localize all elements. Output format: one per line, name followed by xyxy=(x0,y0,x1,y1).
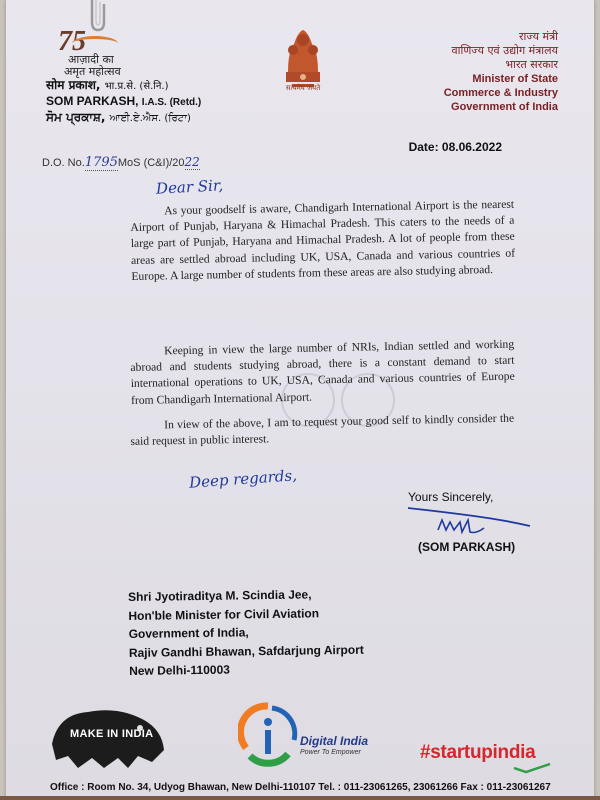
signature-icon xyxy=(404,502,534,540)
azadi-logo-number: 75 xyxy=(58,26,86,57)
do-number-prefix: D.O. No. xyxy=(42,157,85,169)
body-paragraph-1: As your goodself is aware, Chandigarh International Airport is the nearest Airport of Punjab, Haryana & Himachal Pradesh. This caters to the needs of a large part of Punjab, Haryana and Himachal Pradesh. A lot of people from these areas are settled abroad including UK, USA, Canada and various countries of Europe. A large number of students from these areas are also studying abroad. xyxy=(130,197,516,283)
recipient-line-3: Government of India, xyxy=(128,625,249,641)
handwritten-salutation: Dear Sir, xyxy=(155,176,224,198)
tricolor-arc-icon xyxy=(72,36,118,51)
emblem-caption: सत्यमेव जयते xyxy=(285,84,321,92)
sender-name-english-text: SOM PARKASH, xyxy=(46,94,139,108)
make-in-india-text: MAKE IN INDIA xyxy=(70,728,154,740)
recipient-line-2: Hon'ble Minister for Civil Aviation xyxy=(128,605,320,623)
sender-name-punjabi-text: ਸੋਮ ਪ੍ਰਕਾਸ਼, xyxy=(46,110,106,124)
startup-india-logo: #startupindia xyxy=(420,742,536,763)
recipient-line-4: Rajiv Gandhi Bhawan, Safdarjung Airport xyxy=(128,642,364,660)
body-paragraph-3: In view of the above, I am to request your good self to kindly consider the said request in public interest. xyxy=(130,411,515,449)
azadi-logo-line1: आज़ादी का xyxy=(68,53,114,66)
staple-icon xyxy=(84,0,112,34)
ministry-english-line3: Government of India xyxy=(451,101,558,113)
ministry-hindi-line2: वाणिज्य एवं उद्योग मंत्रालय xyxy=(451,44,558,57)
signer-name: (SOM PARKASH) xyxy=(418,540,516,554)
sender-degree-punjabi: ਆਈ.ਏ.ਐਸ. (ਰਿਟਾ) xyxy=(109,113,191,124)
yours-sincerely: Yours Sincerely, xyxy=(408,490,494,504)
sender-name-hindi xyxy=(46,76,169,93)
national-emblem-icon xyxy=(278,22,328,92)
office-address-footer: Office : Room No. 34, Udyog Bhawan, New Delhi-110107 Tel. : 011-23061265, 23061266 Fax : 011-23061267 xyxy=(50,782,551,793)
ministry-header xyxy=(444,30,558,114)
do-number-handwritten: 1795 xyxy=(84,155,118,170)
digital-india-logo-icon xyxy=(238,700,298,774)
sender-degree-english: I.A.S. (Retd.) xyxy=(141,97,202,108)
ministry-hindi-line1: राज्य मंत्री xyxy=(518,30,558,43)
azadi-logo-line2: अमृत महोत्सव xyxy=(64,65,121,78)
letter-date: Date: 08.06.2022 xyxy=(408,140,502,154)
letter-paper xyxy=(6,0,594,800)
digital-india-tagline: Power To Empower xyxy=(300,749,361,756)
azadi-ka-amrit-mahotsav-logo xyxy=(58,26,130,78)
recipient-line-5: New Delhi-110003 xyxy=(129,662,230,678)
recipient-line-1: Shri Jyotiraditya M. Scindia Jee, xyxy=(128,587,312,604)
startup-india-tick-icon xyxy=(512,762,552,774)
table-edge xyxy=(0,796,600,800)
do-number-year: 22 xyxy=(184,155,200,169)
do-number xyxy=(42,155,200,170)
sender-name-hindi-text: सोम प्रकाश, xyxy=(46,78,101,92)
ministry-hindi-line3: भारत सरकार xyxy=(505,58,558,71)
handwritten-closing: Deep regards, xyxy=(188,466,298,492)
ministry-english-line1: Minister of State xyxy=(472,73,558,85)
recipient-address xyxy=(128,585,364,681)
digital-india-label: Digital India xyxy=(300,734,369,748)
sender-degree-hindi: भा.प्र.से. (से.नि.) xyxy=(104,81,169,92)
do-number-middle: MoS (C&I)/20 xyxy=(117,157,185,169)
body-paragraph-2: Keeping in view the large number of NRIs, Indian settled and working abroad and students studying abroad, there is a constant demand to start international operations to UK, USA, Canada and various countries of Europe from Chandigarh International Airport. xyxy=(130,337,515,407)
sender-name-english xyxy=(46,94,201,108)
ministry-english-line2: Commerce & Industry xyxy=(443,87,558,99)
digital-india-text xyxy=(300,734,368,756)
sender-name-punjabi xyxy=(46,110,191,125)
